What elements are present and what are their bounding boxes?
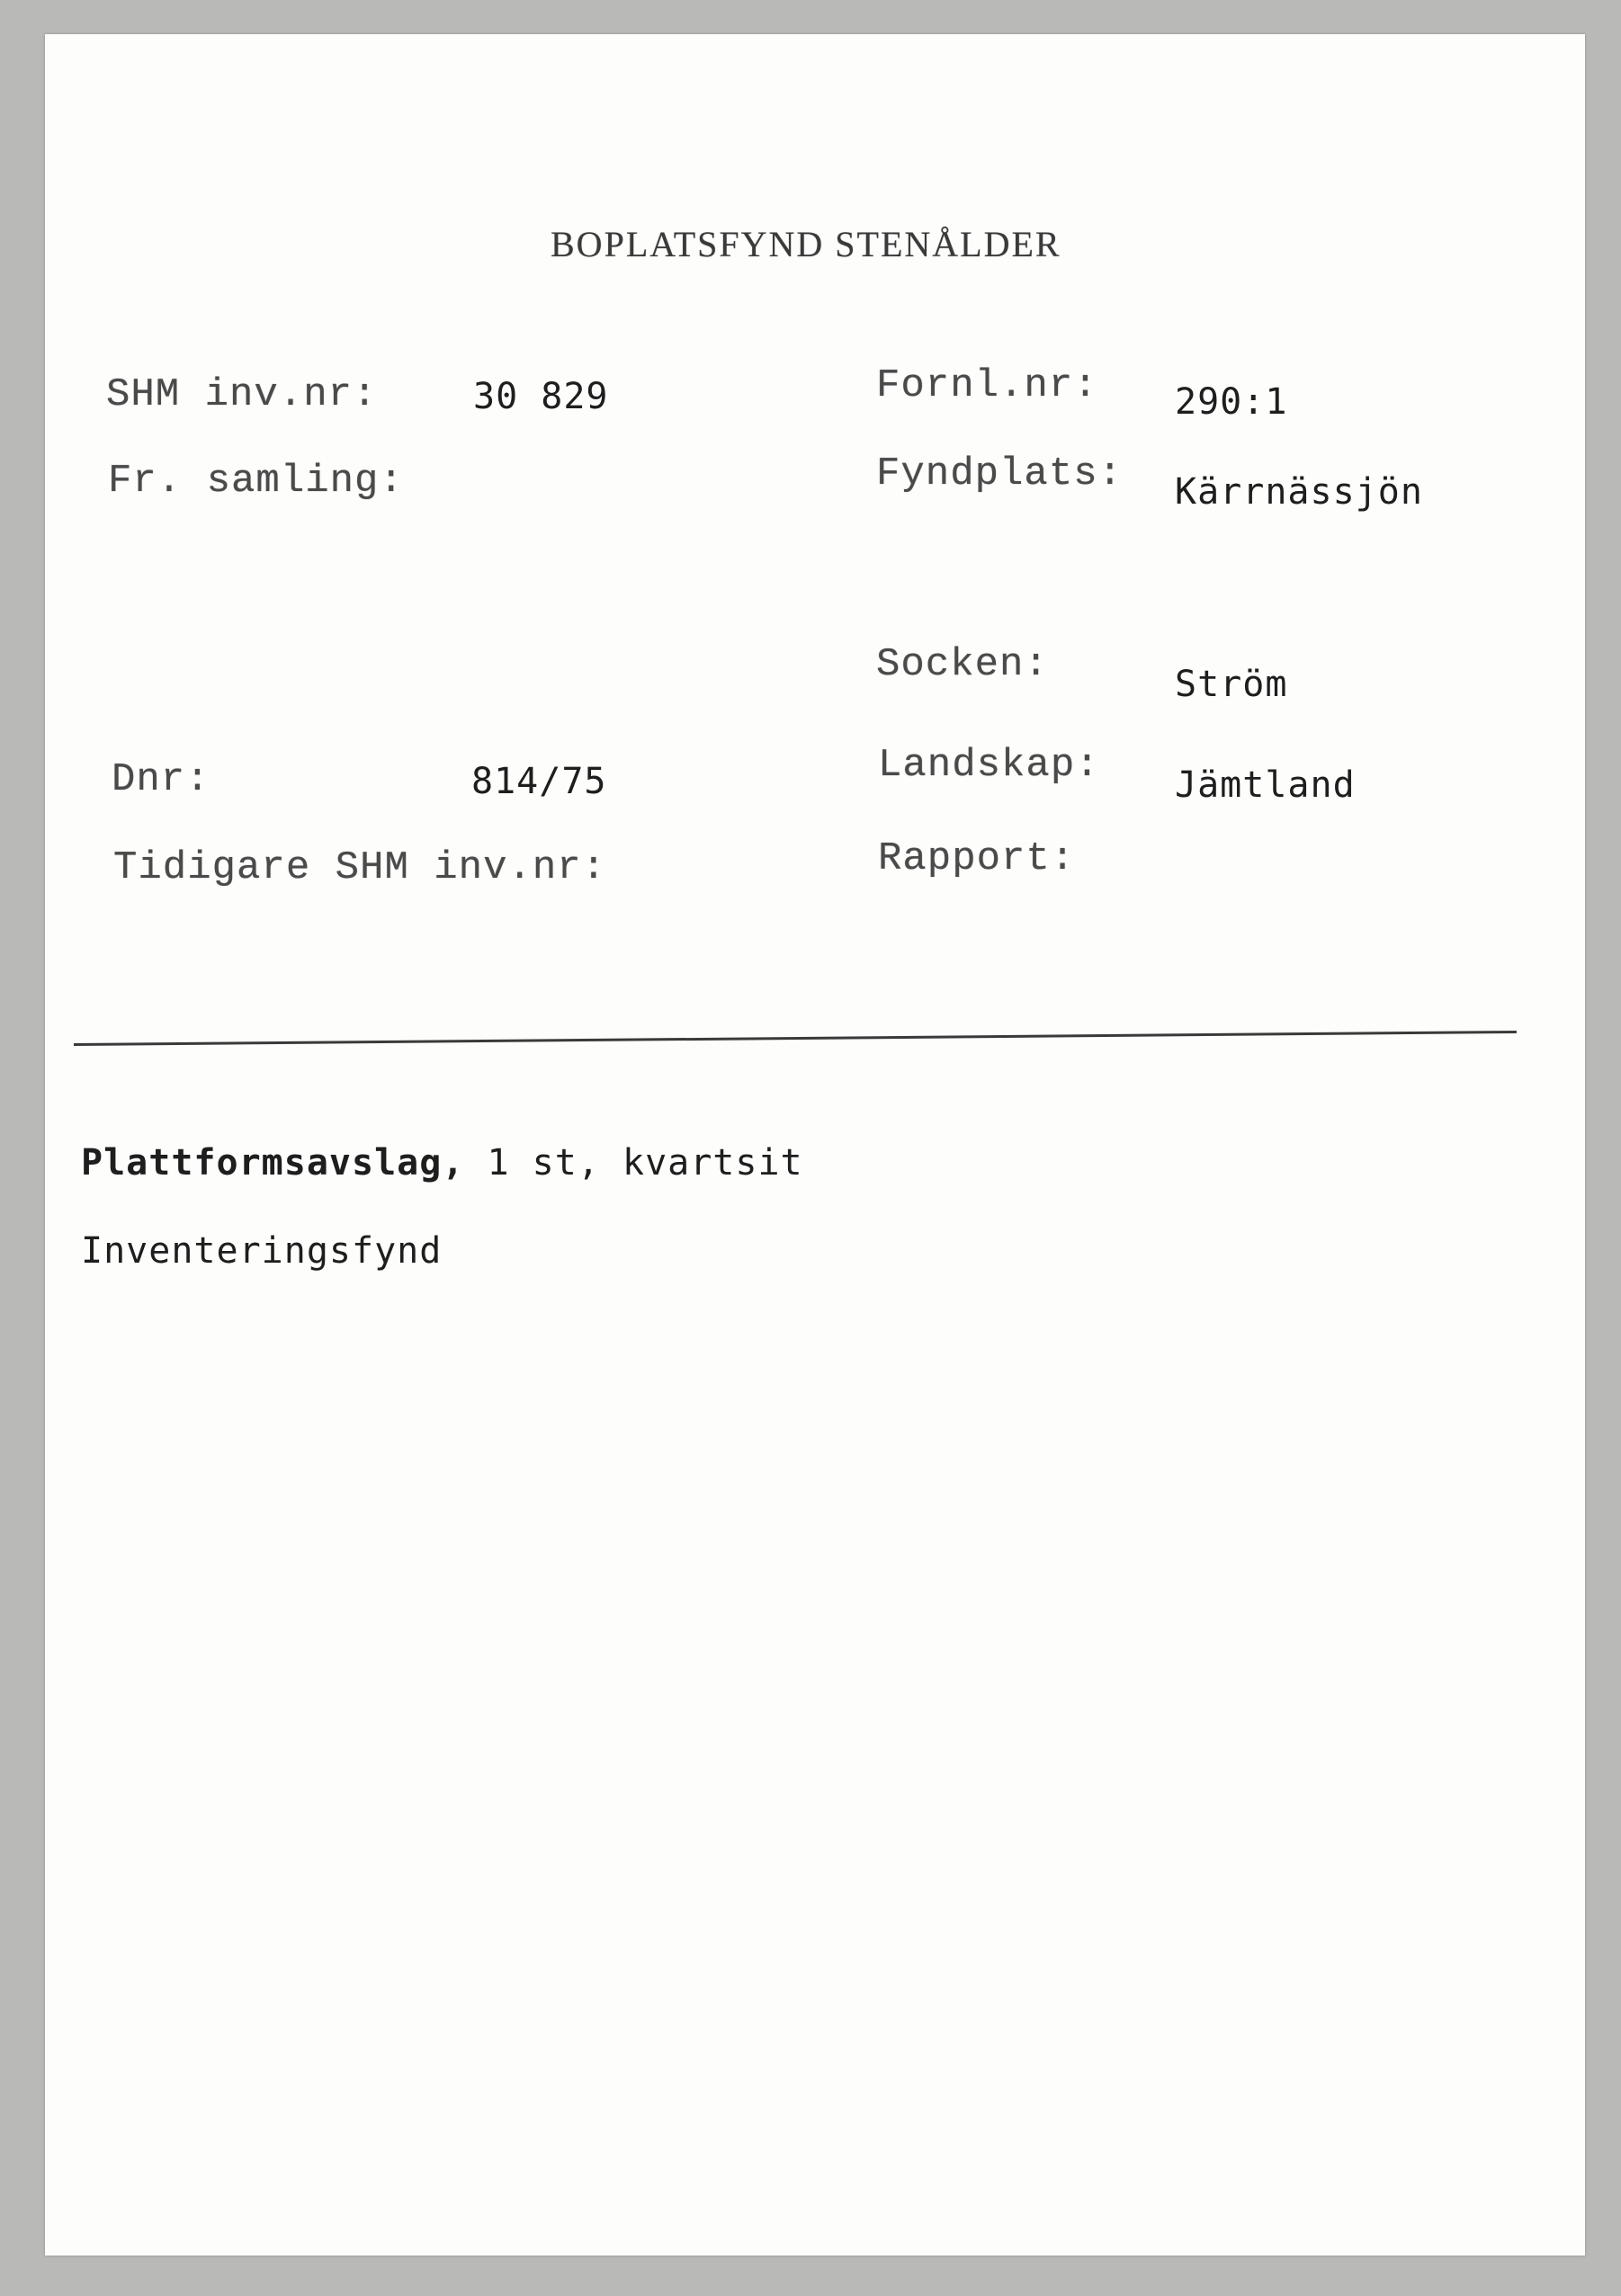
card-title: BOPLATSFYND STENÅLDER: [551, 224, 1061, 264]
fyndplats-value: Kärrnässjön: [1175, 471, 1423, 513]
socken-label: Socken:: [876, 642, 1049, 687]
shm-inv-label: SHM inv.nr:: [106, 372, 378, 417]
dnr-value: 814/75: [471, 761, 607, 802]
item-detail: 1 st, kvartsit: [464, 1142, 803, 1184]
socken-value: Ström: [1175, 664, 1288, 705]
item-name: Plattformsavslag,: [81, 1142, 465, 1184]
fornl-nr-value: 290:1: [1175, 381, 1288, 423]
fornl-nr-label: Fornl.nr:: [876, 363, 1098, 408]
fr-samling-label: Fr. samling:: [108, 459, 404, 504]
dnr-label: Dnr:: [112, 757, 210, 802]
description-line: [81, 1142, 803, 1184]
shm-inv-value: 30 829: [473, 376, 609, 417]
find-note: Inventeringsfynd: [81, 1230, 443, 1272]
tidigare-shm-inv-label: Tidigare SHM inv.nr:: [113, 845, 607, 890]
rapport-label: Rapport:: [878, 836, 1076, 881]
landskap-label: Landskap:: [878, 743, 1100, 788]
landskap-value: Jämtland: [1175, 764, 1356, 806]
fyndplats-label: Fyndplats:: [876, 451, 1124, 496]
